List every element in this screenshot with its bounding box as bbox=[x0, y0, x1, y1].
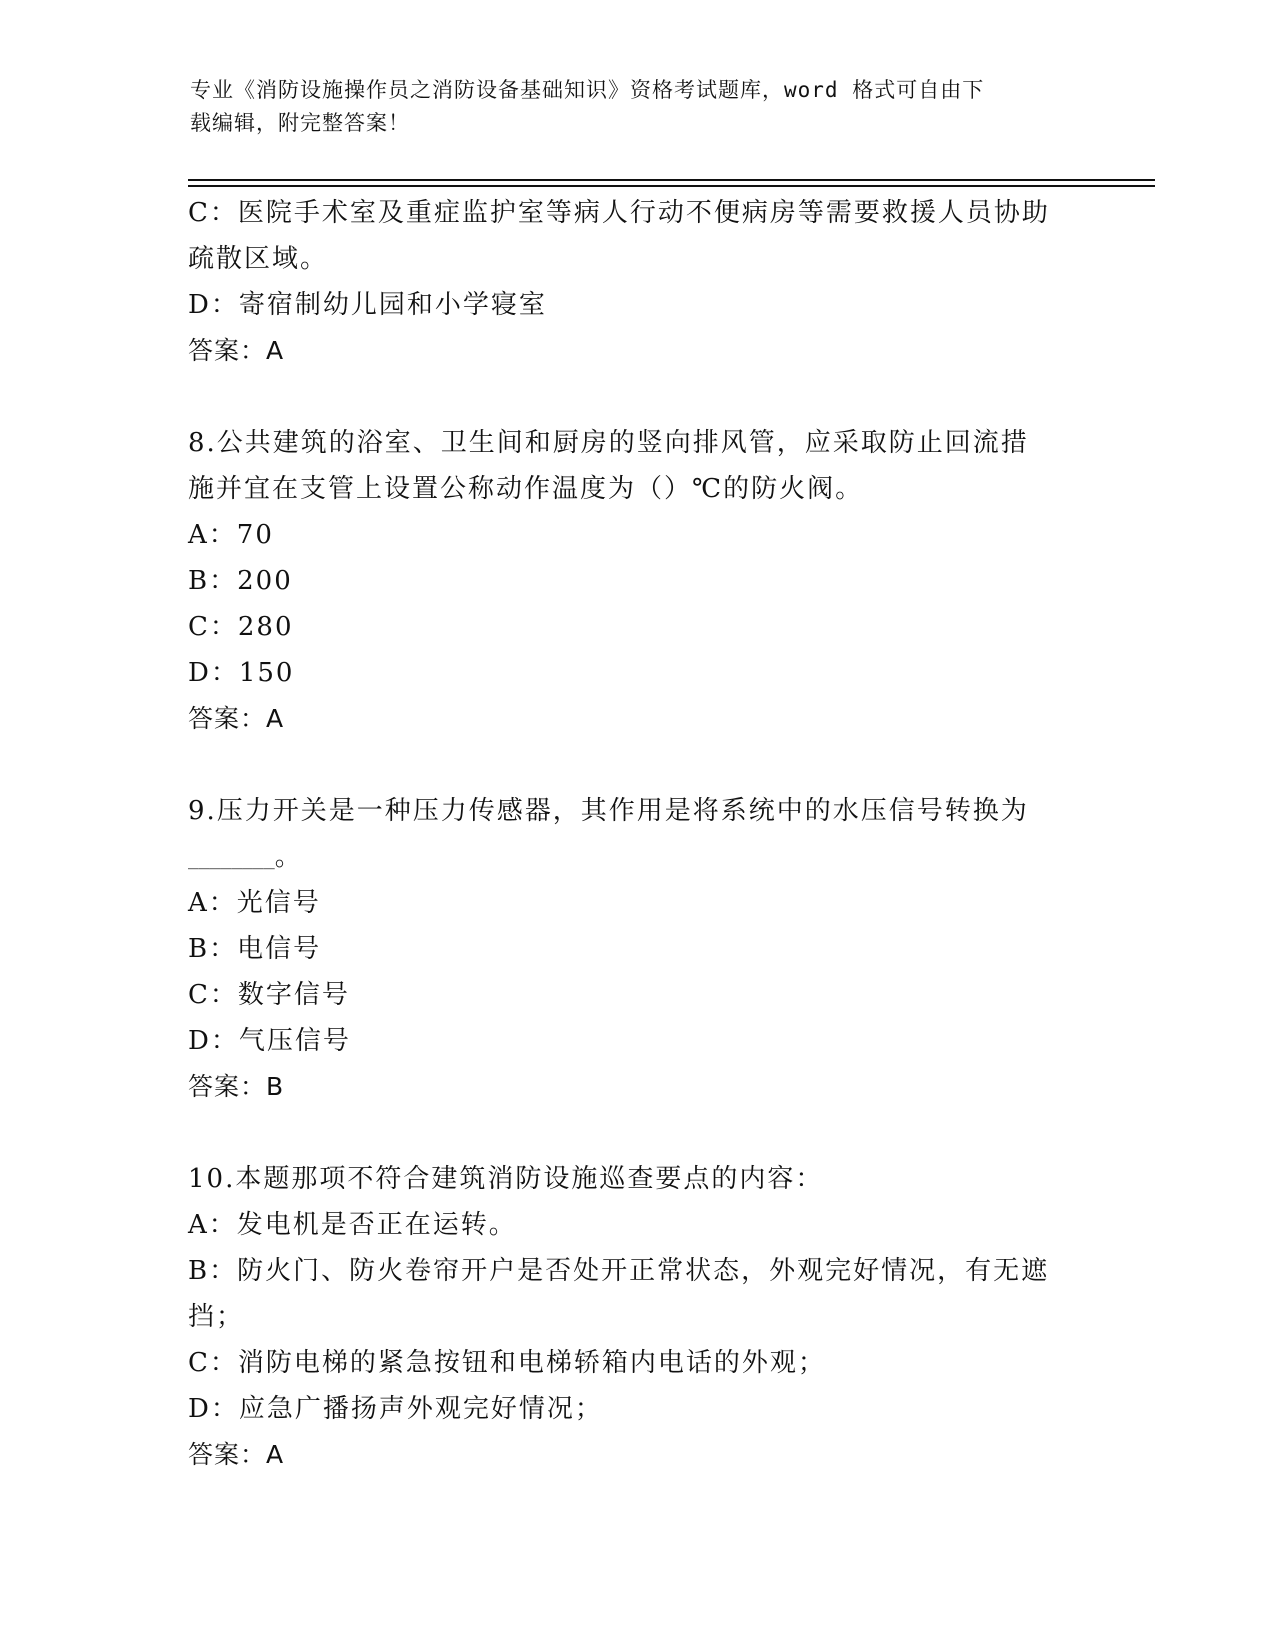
option-c: C：280 bbox=[188, 612, 294, 642]
option-a: A：光信号 bbox=[188, 888, 321, 918]
question-stem: 10.本题那项不符合建筑消防设施巡查要点的内容： bbox=[188, 1164, 824, 1194]
question-10 bbox=[188, 1156, 1088, 1478]
option-c: C：数字信号 bbox=[188, 980, 350, 1010]
question-stem-line-2 bbox=[188, 834, 1088, 880]
option-a: A：70 bbox=[188, 520, 274, 550]
option-c: C：消防电梯的紧急按钮和电梯轿箱内电话的外观； bbox=[188, 1348, 826, 1378]
question-9 bbox=[188, 788, 1088, 1110]
option-c-line-1: C：医院手术室及重症监护室等病人行动不便病房等需要救援人员协助 bbox=[188, 198, 1050, 228]
option-d: D：150 bbox=[188, 658, 295, 688]
fill-in-blank: ________ bbox=[188, 849, 275, 870]
question-8 bbox=[188, 420, 1088, 742]
question-stem-line-2: 施并宜在支管上设置公称动作温度为（）℃的防火阀。 bbox=[188, 474, 864, 504]
option-d: D：应急广播扬声外观完好情况； bbox=[188, 1394, 603, 1424]
question-list bbox=[188, 190, 1088, 1478]
option-b: B：200 bbox=[188, 566, 293, 596]
option-a: A：发电机是否正在运转。 bbox=[188, 1210, 517, 1240]
spacer bbox=[188, 374, 1088, 420]
option-d: D：寄宿制幼儿园和小学寝室 bbox=[188, 290, 547, 320]
header-divider-bottom bbox=[188, 185, 1155, 187]
stem-tail: 。 bbox=[274, 842, 303, 872]
spacer bbox=[188, 1110, 1088, 1156]
question-stem-line-1: 9.压力开关是一种压力传感器，其作用是将系统中的水压信号转换为 bbox=[188, 796, 1029, 826]
header-line-2: 载编辑，附完整答案！ bbox=[190, 111, 410, 135]
document-header bbox=[190, 74, 1090, 140]
question-7-continued bbox=[188, 190, 1088, 374]
option-b-line-2: 挡； bbox=[188, 1302, 245, 1332]
option-c-line-2: 疏散区域。 bbox=[188, 244, 329, 274]
answer: 答案：A bbox=[188, 1440, 285, 1469]
answer: 答案：A bbox=[188, 336, 285, 365]
option-d: D：气压信号 bbox=[188, 1026, 351, 1056]
spacer bbox=[188, 742, 1088, 788]
option-b-line-1: B：防火门、防火卷帘开户是否处开正常状态，外观完好情况，有无遮 bbox=[188, 1256, 1050, 1286]
header-line-1: 专业《消防设施操作员之消防设备基础知识》资格考试题库，word 格式可自由下 bbox=[190, 78, 985, 102]
question-stem-line-1: 8.公共建筑的浴室、卫生间和厨房的竖向排风管，应采取防止回流措 bbox=[188, 428, 1029, 458]
answer: 答案：B bbox=[188, 1072, 285, 1101]
answer: 答案：A bbox=[188, 704, 285, 733]
header-divider-top bbox=[188, 179, 1155, 181]
option-b: B：电信号 bbox=[188, 934, 322, 964]
